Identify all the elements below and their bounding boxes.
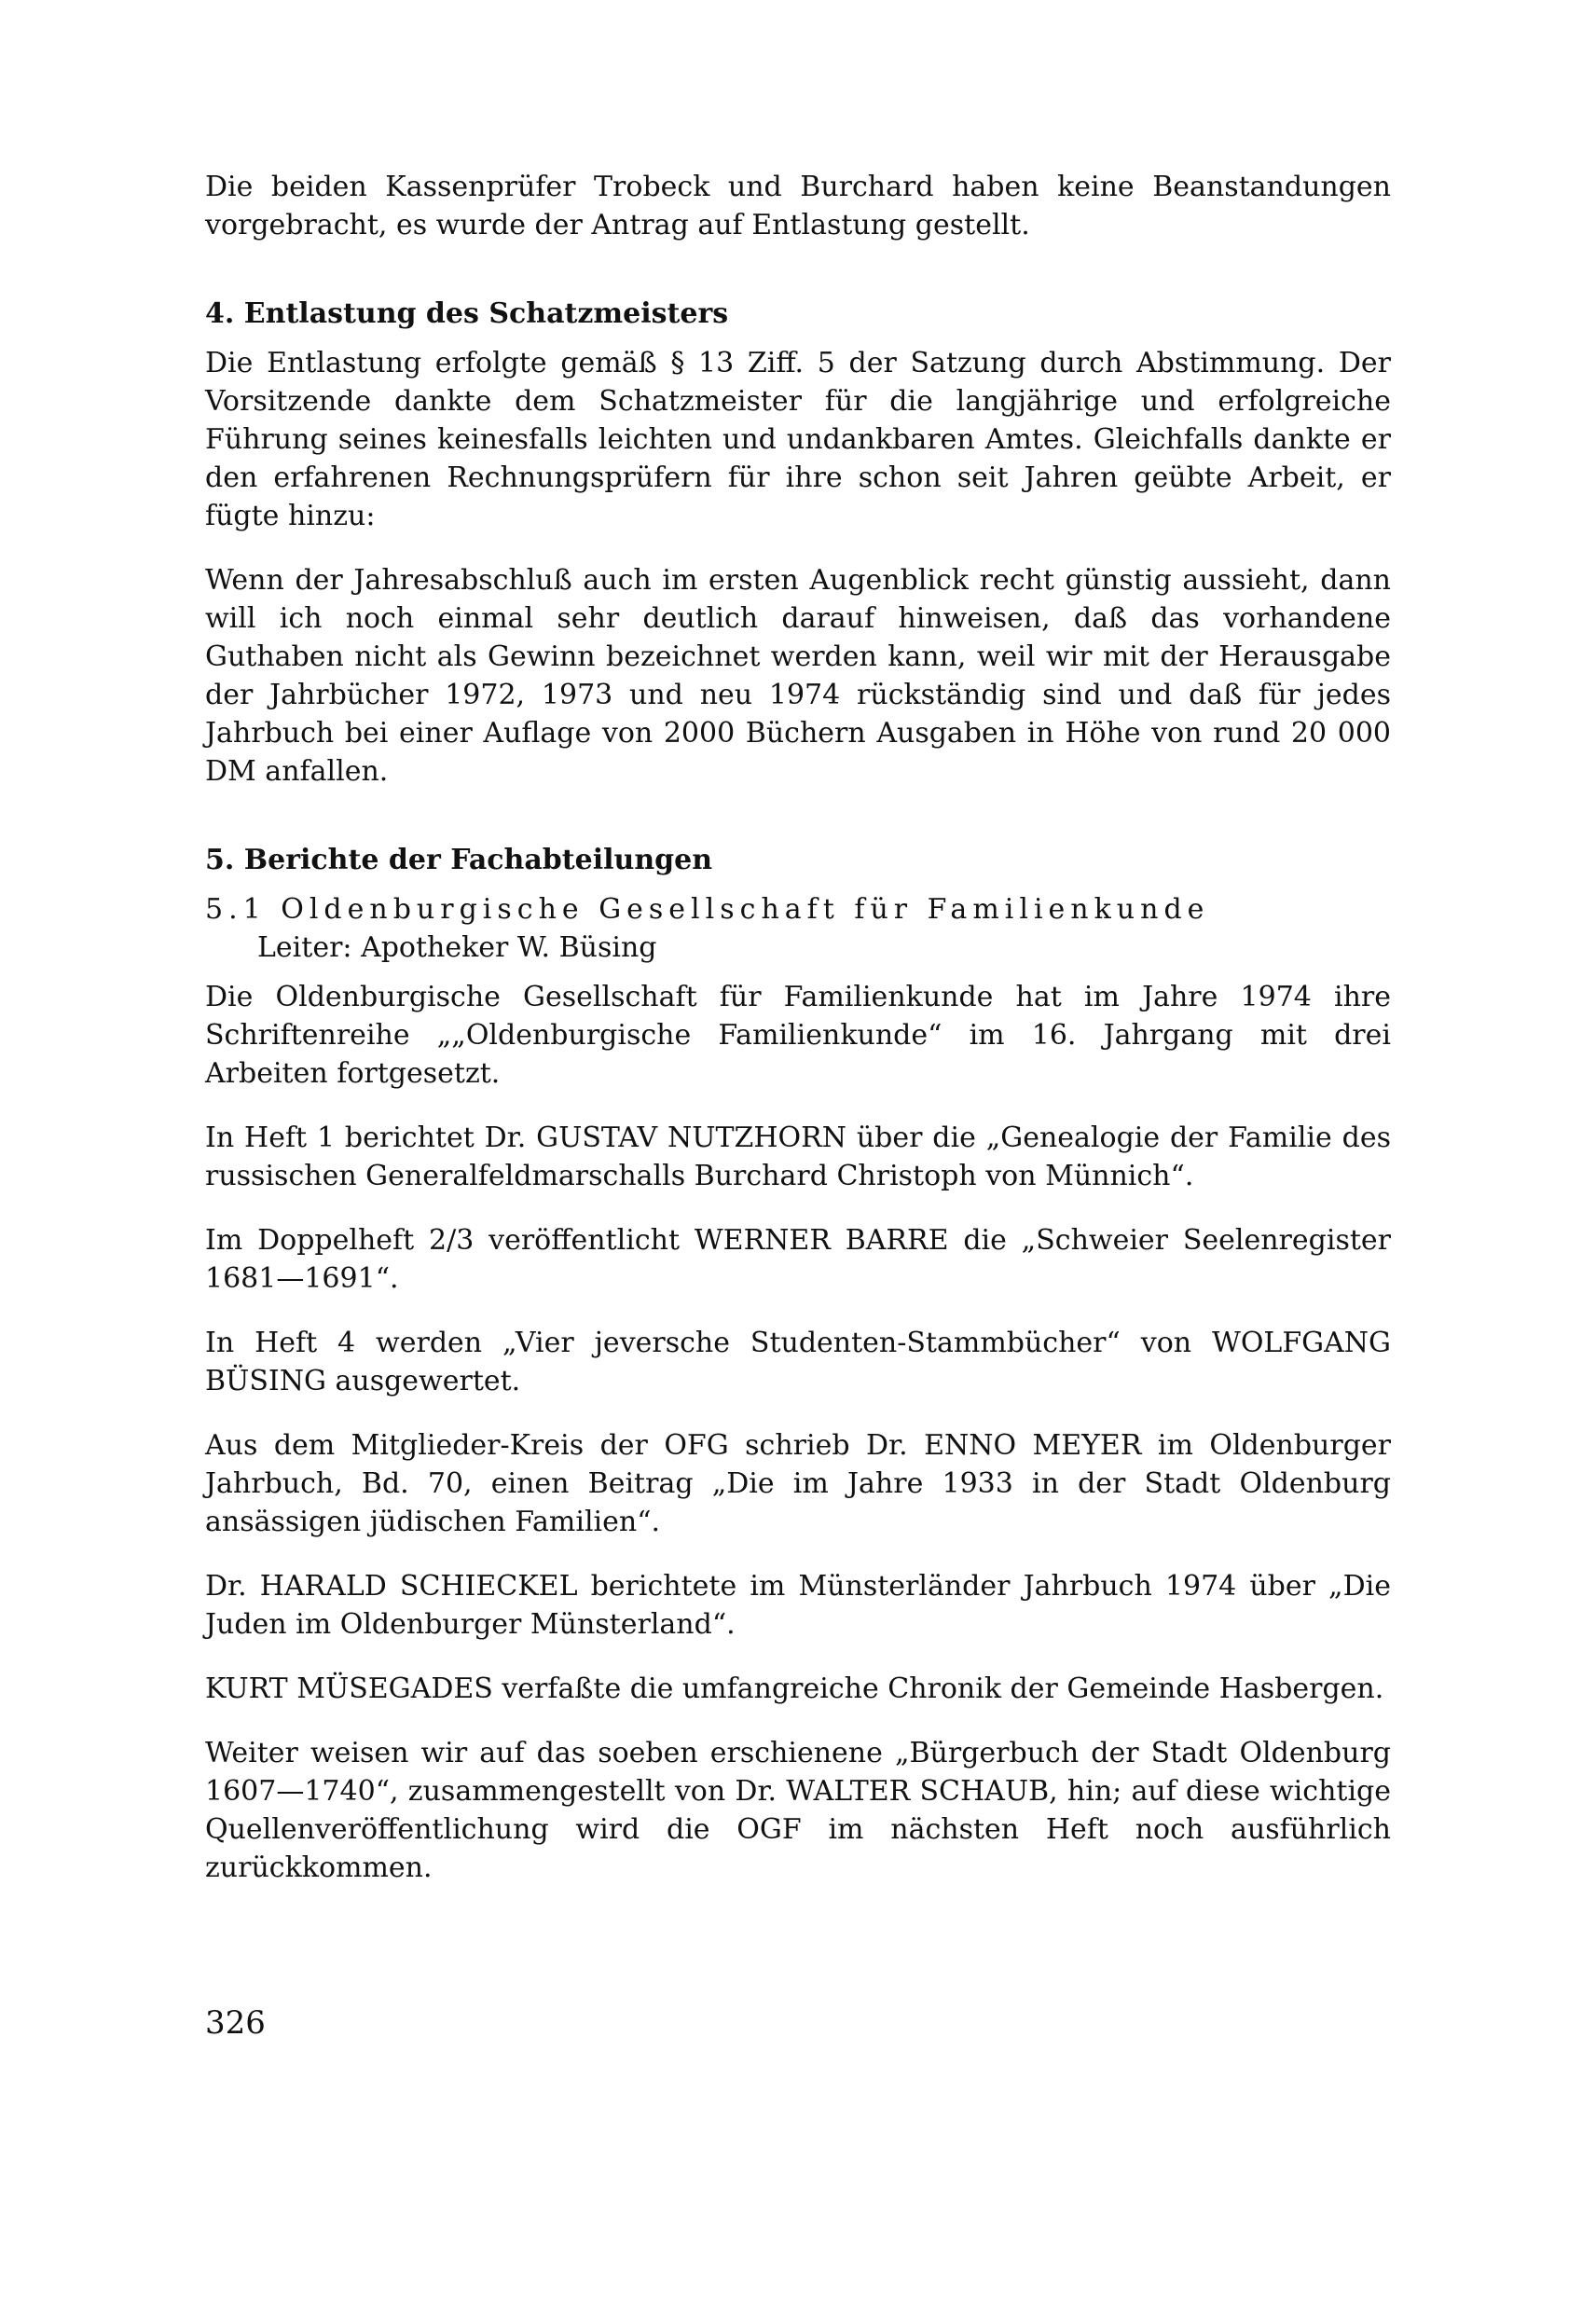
paragraph-mitglieder: Aus dem Mitglieder-Kreis der OFG schrieb Dr. ENNO MEYER im Oldenburger Jahrbuch, Bd. 70, einen Beitrag „Die im Jahre 1933 in der Stadt Oldenburg ansässigen jüdischen Familien“. — [205, 1429, 1391, 1538]
paragraph-jahresabschluss: Wenn der Jahresabschluß auch im ersten Augenblick recht günstig aussieht, dann will ich noch einmal sehr deutlich darauf hinweisen, daß das vorhandene Guthaben nicht als Gewinn bezeichnet werden kann, weil wir mit der Herausgabe der Jahrbücher 1972, 1973 und neu 1974 rückständig sind und daß für jedes Jahrbuch bei einer Auflage von 2000 Büchern Ausgaben in Höhe von rund 20 000 DM anfallen. — [205, 564, 1391, 788]
subsection-leader: Leiter: Apotheker W. Büsing — [257, 931, 657, 964]
paragraph-entlastung: Die Entlastung erfolgte gemäß § 13 Ziff. 5 der Satzung durch Abstimmung. Der Vorsitzende dankte dem Schatzmeister für die langjährige und erfolgreiche Führung seines keinesfalls leichten und undankbaren Amtes. Gleichfalls dankte er den erfahrenen Rechnungsprüfern für ihre schon seit Jahren geübte Arbeit, er fügte hinzu: — [205, 347, 1391, 532]
paragraph-heft-1: In Heft 1 berichtet Dr. GUSTAV NUTZHORN über die „Genealogie der Familie des russischen Generalfeldmarschalls Burchard Christoph von Münnich“. — [205, 1122, 1391, 1192]
heading-entlastung: 4. Entlastung des Schatzmeisters — [205, 297, 729, 330]
paragraph-buergerbuch: Weiter weisen wir auf das soeben erschienene „Bürgerbuch der Stadt Oldenburg 1607—1740“, zusammengestellt von Dr. WALTER SCHAUB, hin; auf diese wichtige Quellenveröffentlichung wird die OGF im nächsten Heft noch ausführlich zurückkommen. — [205, 1737, 1391, 1884]
subsection-title: 5.1 Oldenburgische Gesellschaft für Familienkunde — [205, 893, 1210, 926]
document-page — [205, 168, 1391, 1887]
paragraph-doppelheft: Im Doppelheft 2/3 veröffentlicht WERNER BARRE die „Schweier Seelenregister 1681—1691“. — [205, 1224, 1391, 1295]
paragraph-muesegades: KURT MÜSEGADES verfaßte die umfangreiche Chronik der Gemeinde Hasbergen. — [205, 1672, 1384, 1705]
paragraph-kassenpruefer: Die beiden Kassenprüfer Trobeck und Burchard haben keine Beanstandungen vorgebracht, es wurde der Antrag auf Entlastung gestellt. — [205, 171, 1391, 241]
heading-berichte: 5. Berichte der Fachabteilungen — [205, 844, 713, 876]
paragraph-schieckel: Dr. HARALD SCHIECKEL berichtete im Münsterländer Jahrbuch 1974 über „Die Juden im Oldenburger Münsterland“. — [205, 1570, 1391, 1641]
page-number: 326 — [205, 2004, 266, 2042]
paragraph-heft-4: In Heft 4 werden „Vier jeversche Studenten-Stammbücher“ von WOLFGANG BÜSING ausgewertet. — [205, 1327, 1391, 1397]
paragraph-schriftenreihe: Die Oldenburgische Gesellschaft für Familienkunde hat im Jahre 1974 ihre Schriftenreihe „„Oldenburgische Familienkunde“ im 16. Jahrgang mit drei Arbeiten fortgesetzt. — [205, 981, 1391, 1090]
